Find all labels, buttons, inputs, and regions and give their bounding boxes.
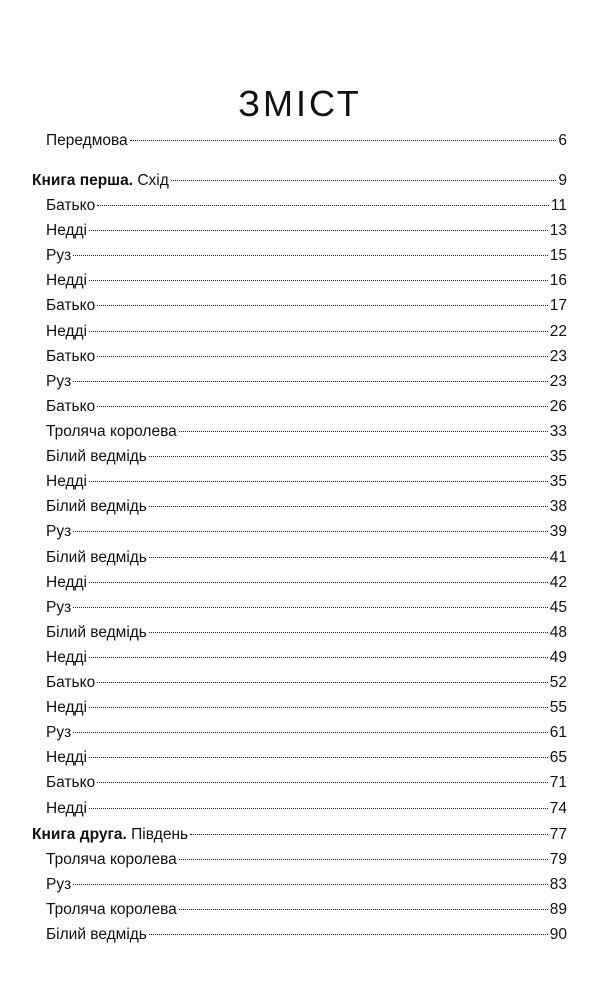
toc-book-heading[interactable]: [32, 822, 567, 847]
toc-entry[interactable]: [46, 293, 567, 318]
toc-entry[interactable]: [46, 444, 567, 469]
dot-leader: [149, 456, 548, 457]
toc-entry-page: 22: [549, 323, 567, 340]
toc-entry[interactable]: [46, 519, 567, 544]
toc-entry-page: 49: [549, 649, 567, 666]
dot-leader: [73, 531, 548, 532]
dot-leader: [73, 732, 548, 733]
toc-entry-page: 89: [549, 901, 567, 918]
toc-entry-page: 16: [549, 272, 567, 289]
dot-leader: [89, 280, 548, 281]
toc-entry-label: Троляча королева: [46, 851, 177, 868]
toc-entry-label: Руз: [46, 599, 72, 616]
toc-entry[interactable]: [46, 770, 567, 795]
dot-leader: [89, 331, 548, 332]
toc-entry[interactable]: [46, 872, 567, 897]
toc-entry-label: Батько: [46, 297, 96, 314]
toc-entry-label: Білий ведмідь: [46, 926, 147, 943]
toc-entry-label: Батько: [46, 398, 96, 415]
toc-entry-page: 48: [549, 624, 567, 641]
toc-entry-page: 90: [549, 926, 567, 943]
dot-leader: [149, 557, 548, 558]
dot-leader: [190, 834, 548, 835]
dot-leader: [130, 140, 557, 141]
toc-entry-page: 61: [549, 724, 567, 741]
toc-entry-label: Білий ведмідь: [46, 549, 147, 566]
toc-entry-page: 35: [549, 473, 567, 490]
toc-entry-page: 77: [549, 826, 567, 843]
toc-entry-page: 65: [549, 749, 567, 766]
dot-leader: [89, 481, 548, 482]
toc-entry[interactable]: [46, 922, 567, 947]
toc-entry[interactable]: [46, 344, 567, 369]
dot-leader: [73, 884, 548, 885]
toc-entry-page: 38: [549, 498, 567, 515]
toc-entry[interactable]: [46, 419, 567, 444]
dot-leader: [73, 607, 548, 608]
toc-entry[interactable]: [46, 720, 567, 745]
dot-leader: [179, 431, 548, 432]
toc-entry-page: 83: [549, 876, 567, 893]
toc-entry[interactable]: [46, 218, 567, 243]
toc-entry-label: Білий ведмідь: [46, 624, 147, 641]
dot-leader: [89, 707, 548, 708]
book-name: Книга друга.: [32, 826, 127, 843]
dot-leader: [149, 506, 548, 507]
toc-entry-page: 6: [558, 132, 567, 149]
toc-entry[interactable]: [46, 695, 567, 720]
dot-leader: [97, 682, 548, 683]
dot-leader: [97, 356, 548, 357]
toc-entry-page: 35: [549, 448, 567, 465]
dot-leader: [97, 406, 548, 407]
toc-entry-page: 52: [549, 674, 567, 691]
book-name: Книга перша.: [32, 172, 134, 189]
toc-entry-label: Руз: [46, 523, 72, 540]
toc-entry-label: Недді: [46, 323, 88, 340]
toc-entry-label: Батько: [46, 197, 96, 214]
dot-leader: [73, 255, 548, 256]
toc-entry[interactable]: [46, 369, 567, 394]
toc-entry-label: Недді: [46, 222, 88, 239]
toc-entry-preface[interactable]: [46, 128, 567, 153]
toc-entry-label: Недді: [46, 473, 88, 490]
toc-entry-page: 11: [550, 197, 567, 214]
toc-entry-page: 74: [549, 800, 567, 817]
toc-entry-label: Троляча королева: [46, 901, 177, 918]
toc-entry-label: Батько: [46, 774, 96, 791]
toc-entry-page: 41: [549, 549, 567, 566]
toc-entry[interactable]: [46, 319, 567, 344]
toc-entry-page: 17: [549, 297, 567, 314]
toc-entry-label: Недді: [46, 749, 88, 766]
toc-entry-label: Недді: [46, 649, 88, 666]
dot-leader: [149, 934, 548, 935]
dot-leader: [89, 657, 548, 658]
toc-entry-label: Недді: [46, 272, 88, 289]
book-subtitle: Південь: [126, 826, 189, 843]
toc-entry-label: Недді: [46, 800, 88, 817]
toc-entry-label: Батько: [46, 674, 96, 691]
dot-leader: [171, 180, 557, 181]
toc-entry-label: Передмова: [46, 132, 128, 149]
toc-entry[interactable]: [46, 796, 567, 821]
toc-entry[interactable]: [46, 243, 567, 268]
toc-entry-page: 26: [549, 398, 567, 415]
toc-entry-page: 79: [549, 851, 567, 868]
toc-entry-label: Руз: [46, 724, 72, 741]
toc-entry[interactable]: [46, 745, 567, 770]
toc-entry-label: Недді: [46, 574, 88, 591]
dot-leader: [179, 859, 548, 860]
toc-entry-label: Руз: [46, 373, 72, 390]
dot-leader: [89, 808, 548, 809]
toc-entry-page: 45: [549, 599, 567, 616]
toc-entry[interactable]: [46, 545, 567, 570]
toc-entry[interactable]: [46, 394, 567, 419]
toc-entry-page: 15: [549, 247, 567, 264]
toc-entry[interactable]: [46, 494, 567, 519]
toc-entry-page: 23: [549, 373, 567, 390]
dot-leader: [97, 782, 548, 783]
toc-entry[interactable]: [46, 469, 567, 494]
toc-entry-label: Батько: [46, 348, 96, 365]
dot-leader: [89, 230, 548, 231]
toc-entry-label: Білий ведмідь: [46, 498, 147, 515]
toc-entry[interactable]: [46, 645, 567, 670]
toc-entry-page: 42: [549, 574, 567, 591]
dot-leader: [179, 909, 548, 910]
toc-book-heading[interactable]: [32, 168, 567, 193]
dot-leader: [89, 757, 548, 758]
dot-leader: [97, 205, 549, 206]
dot-leader: [149, 632, 548, 633]
dot-leader: [89, 582, 548, 583]
toc-entry[interactable]: [46, 570, 567, 595]
toc-entry-page: 9: [558, 172, 567, 189]
toc-entry[interactable]: [46, 847, 567, 872]
dot-leader: [73, 381, 548, 382]
toc-entry-page: 23: [549, 348, 567, 365]
toc-entry[interactable]: [46, 897, 567, 922]
toc-entry-page: 39: [549, 523, 567, 540]
toc-entry[interactable]: [46, 193, 567, 218]
toc-entry[interactable]: [46, 620, 567, 645]
toc-entry-label: Руз: [46, 876, 72, 893]
dot-leader: [97, 305, 548, 306]
toc-entry-label: Троляча королева: [46, 423, 177, 440]
toc-entry-label: Білий ведмідь: [46, 448, 147, 465]
toc-entry-label: Недді: [46, 699, 88, 716]
toc-entry[interactable]: [46, 670, 567, 695]
toc-entry-page: 71: [549, 774, 567, 791]
toc-entry[interactable]: [46, 268, 567, 293]
toc-entry-label: Руз: [46, 247, 72, 264]
book-subtitle: Схід: [133, 172, 169, 189]
toc-entry-page: 13: [549, 222, 567, 239]
toc-entry-page: 33: [549, 423, 567, 440]
toc-entry-page: 55: [549, 699, 567, 716]
toc-entry[interactable]: [46, 595, 567, 620]
page-title: ЗМІСТ: [238, 83, 362, 125]
